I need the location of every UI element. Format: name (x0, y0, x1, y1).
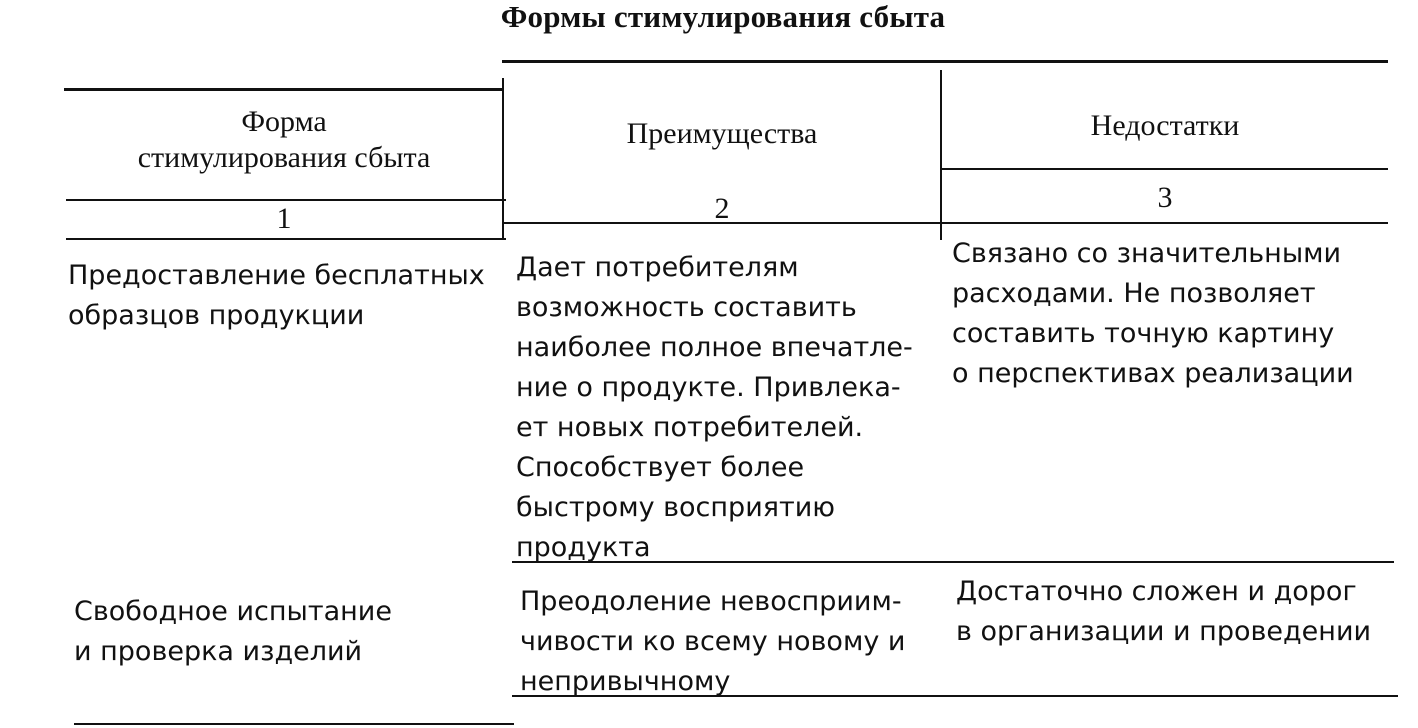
column-number-2: 2 (714, 192, 730, 225)
table-row-2-disadvantages: Достаточно сложен и дорог в организации и проведении (956, 576, 1372, 647)
table-bottom-rule (74, 723, 514, 725)
table-row-1-form: Предоставление бесплатных образцов продукции (68, 260, 485, 331)
header-bottom-rule-right (942, 168, 1388, 170)
column-number-1: 1 (276, 202, 292, 235)
table-row-1-advantages: Дает потребителям возможность составить наиболее полное впечатле- ние о продукте. Привлека- ет новых потребителей. Способствует более быстрому восприятию продукта (516, 252, 913, 563)
column-number-3: 3 (1157, 181, 1173, 214)
header-form: Форма стимулирования сбыта (137, 105, 431, 174)
table-row-1-disadvantages: Связано со значительными расходами. Не позволяет составить точную картину о перспективах реализации (952, 238, 1354, 389)
table-top-rule-left (64, 88, 504, 91)
header-advantages: Преимущества (626, 117, 818, 150)
table-title: Формы стимулирования сбыта (500, 0, 946, 34)
table-top-rule (502, 60, 1388, 63)
header-disadvantages: Недостатки (1090, 109, 1240, 142)
table-row-2-advantages: Преодоление невосприим- чивости ко всему новому и непривычному (520, 586, 906, 697)
header-bottom-rule (66, 199, 506, 201)
table-row-2-form: Свободное испытание и проверка изделий (74, 596, 392, 667)
numbers-bottom-rule-left (66, 238, 506, 240)
